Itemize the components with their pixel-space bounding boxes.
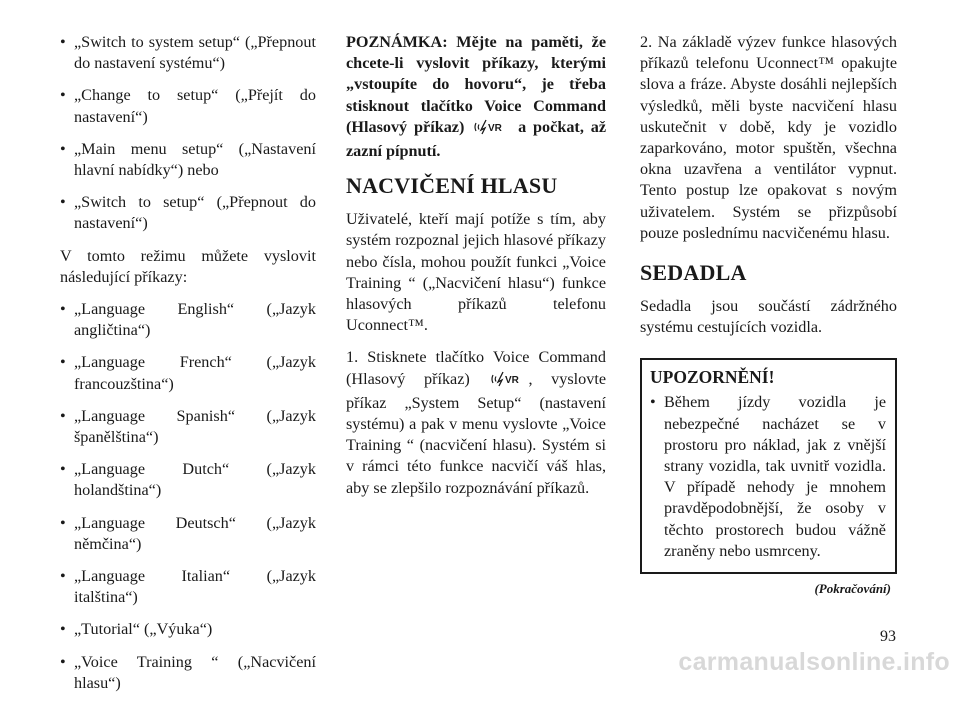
section-heading-seats: SEDADLA bbox=[640, 260, 747, 286]
list-item: • „Main menu setup“ („Nastavení hlavní nabídky“) nebo bbox=[60, 139, 316, 181]
list-item: • „Tutorial“ („Výuka“) bbox=[60, 619, 316, 640]
section-heading-voice-training: NACVIČENÍ HLASU bbox=[346, 173, 558, 199]
voice-command-icon bbox=[474, 119, 508, 141]
voice-command-icon bbox=[491, 371, 525, 393]
voice-training-paragraph: Uživatelé, kteří mají potíže s tím, aby systém rozpoznal jejich hlasové příkazy nebo čísla, mohou použít funkci „Voice Training “ („Nacvičení hlasu“) funkce hlasových příkazů telefonu Uconnect™. bbox=[346, 210, 606, 335]
note-text-before: POZNÁMKA: Mějte na paměti, že chcete-li vyslovit příkazy, kterými „vstoupíte do hovoru“, je třeba stisknout tlačítko Voice Command (Hlasový příkaz) bbox=[346, 33, 606, 136]
list-item: • „Language Italian“ („Jazyk italština“) bbox=[60, 566, 316, 608]
note-paragraph bbox=[346, 32, 606, 162]
list-item: • „Switch to setup“ („Přepnout do nastavení“) bbox=[60, 192, 316, 234]
list-item: • „Switch to system setup“ („Přepnout do nastavení systému“) bbox=[60, 32, 316, 74]
step-1-text-after: , vyslovte příkaz „System Setup“ (nastavení systému) a pak v menu vyslovte „Voice Training “ (nacvičení hlasu). Systém si v rámci této funkce nacvičí váš hlas, aby se zlepšilo rozpoznávání příkazů. bbox=[346, 369, 607, 497]
list-item: • „Change to setup“ („Přejít do nastavení“) bbox=[60, 85, 316, 127]
left-column bbox=[60, 32, 316, 705]
setup-command-list bbox=[60, 32, 316, 235]
step-1-paragraph bbox=[346, 347, 606, 498]
list-item: • „Voice Training “ („Nacvičení hlasu“) bbox=[60, 652, 316, 694]
list-item: • „Language Spanish“ („Jazyk španělština“) bbox=[60, 406, 316, 448]
warning-text: • Během jízdy vozidla je nebezpečné nacházet se v prostoru pro náklad, jak z vnější strany vozidla, tak uvnitř vozidla. V případě nehody je mnohem pravděpodobnější, že osoby v těchto prostorech budou vážně zraněny nebo usmrceny. bbox=[650, 392, 886, 562]
right-column bbox=[640, 32, 897, 599]
intro-paragraph: V tomto režimu můžete vyslovit následující příkazy: bbox=[60, 246, 316, 286]
warning-title: UPOZORNĚNÍ! bbox=[650, 367, 775, 388]
list-item: • „Language Deutsch“ („Jazyk němčina“) bbox=[60, 513, 316, 555]
warning-box bbox=[640, 358, 897, 574]
list-item: • „Language French“ („Jazyk francouzština“) bbox=[60, 352, 316, 394]
list-item: • „Language Dutch“ („Jazyk holandština“) bbox=[60, 459, 316, 501]
middle-column bbox=[346, 32, 606, 510]
svg-text:VR: VR bbox=[488, 122, 503, 134]
step-2-paragraph: 2. Na základě výzev funkce hlasových příkazů telefonu Uconnect™ opakujte slova a fráze. Abyste dosáhli nejlepších výsledků, měli byste nacvičení hlasu uskutečnit v době, kdy je vozidlo zaparkováno, motor spuštěn, všechna okna uzavřena a ventilátor vypnut. Tento postup lze opakovat s novým uživatelem. Systém se přizpůsobí pouze poslednímu nacvičenému hlasu. bbox=[640, 33, 897, 242]
note-text-after: a počkat, až zazní pípnutí. bbox=[346, 117, 606, 161]
svg-text:VR: VR bbox=[505, 374, 520, 386]
list-item: • „Language English“ („Jazyk angličtina“) bbox=[60, 299, 316, 341]
page-number: 93 bbox=[880, 628, 896, 645]
continued-label: (Pokračování) bbox=[814, 581, 891, 597]
step-1-text-before: 1. Stisknete tlačítko Voice Command (Hlasový příkaz) bbox=[346, 348, 606, 388]
language-command-list bbox=[60, 299, 316, 694]
seats-paragraph: Sedadla jsou součástí zádržného systému cestujících vozidla. bbox=[640, 297, 897, 337]
watermark: carmanualsonline.info bbox=[678, 648, 950, 676]
